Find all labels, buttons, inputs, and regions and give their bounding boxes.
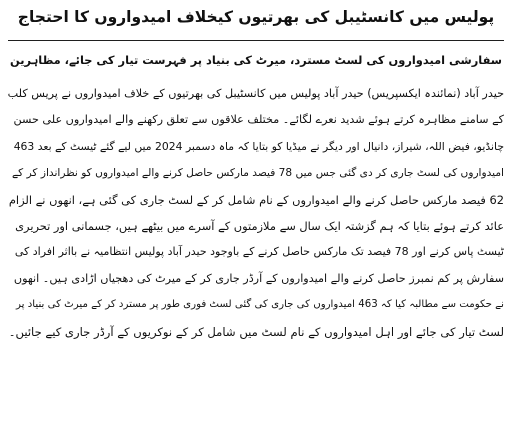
subheadline: سفارشی امیدواروں کی لسٹ مسترد، میرٹ کی بنیاد پر فہرست تیار کی جائے، مظاہرین [10,53,502,67]
headline-divider [8,40,504,41]
body-line: امیدواروں کی لسٹ جاری کر دی گئی جس میں 78 فیصد مارکس حاصل کرنے والے امیدواروں کو نظرانداز کر کے [11,167,504,180]
body-line: عائد کرتے ہوئے بتایا کہ ہم گزشتہ ایک سال سے ملازمتوں کے آسرے میں بیٹھے ہیں، جسمانی اور تحریری [15,219,504,234]
body-line: لسٹ تیار کی جائے اور اہل امیدواروں کے نام لسٹ میں شامل کر کے نوکریوں کے آرڈر جاری کیے جائیں۔ [8,324,504,339]
body-line: نے حکومت سے مطالبہ کیا کہ 463 امیدواروں کی جاری کی گئی لسٹ فوری طور پر مسترد کر کے میرٹ کی بنیاد پر [16,299,504,311]
body-line: ٹیسٹ پاس کرنے اور 78 فیصد تک مارکس حاصل کرنے کے باوجود حیدر آباد پولیس انتظامیہ نے بااثر افراد کی [14,245,504,259]
body-line: حیدر آباد (نمائندہ ایکسپریس) حیدر آباد پولیس میں کانسٹیبل کی بھرتیوں کے خلاف امیدواروں نے پریس کلب [7,87,504,100]
body-line: سفارش پر کم نمبرز حاصل کرنے والے امیدواروں کے آرڈر جاری کر کے میرٹ کی دھجیاں اڑادی ہیں۔ انھوں [13,271,504,285]
article-body [8,81,504,345]
body-line: چانڈیو، فیض اللہ، شیراز، دانیال اور دیگر نے میڈیا کو بتایا کہ ماہ دسمبر 2024 میں لیے گئے ٹیسٹ کے بعد 463 [13,139,504,153]
body-line: 62 فیصد مارکس حاصل کرنے والے امیدواروں کے نام شامل کر کے لسٹ جاری کی گئی ہے، انھوں نے الزام [8,192,504,207]
body-line: کے سامنے مظاہرہ کرتے ہوئے شدید نعرے لگائے۔ مختلف علاقوں سے تعلق رکھنے والے امیدواروں علی حسن [13,113,504,127]
headline: پولیس میں کانسٹیبل کی بھرتیوں کیخلاف امیدواروں کا احتجاج [17,8,495,26]
